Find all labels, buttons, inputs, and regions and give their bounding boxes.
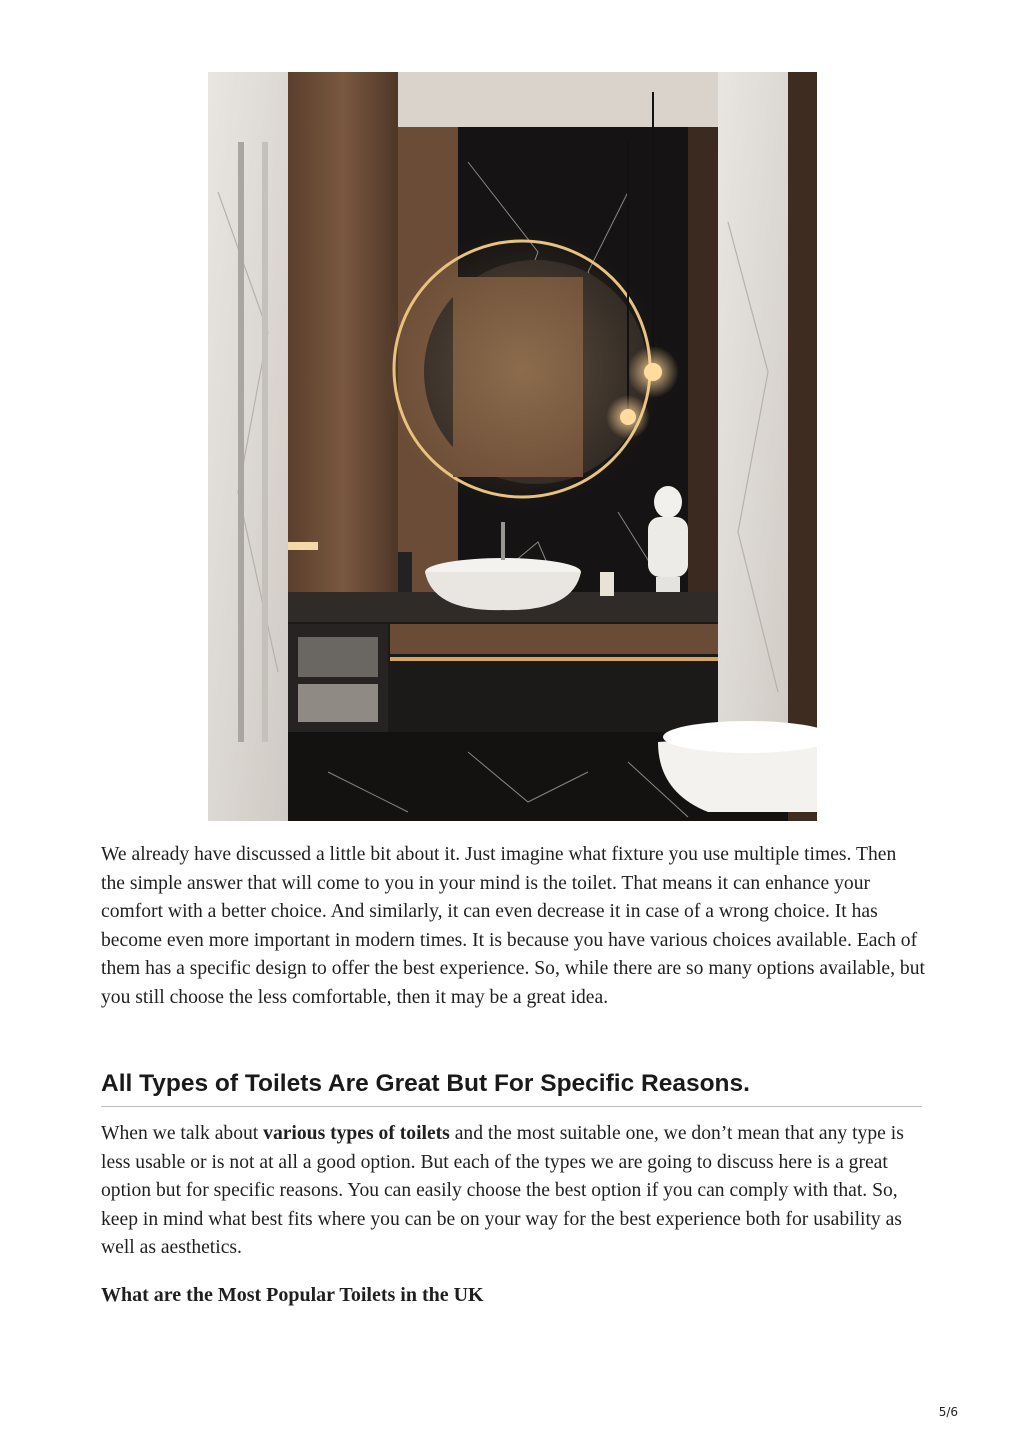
page-number: 5/6: [938, 1405, 958, 1419]
various-types-link-text: various types of toilets: [263, 1123, 450, 1144]
types-paragraph-text-after: and the most suitable one, we don’t mean that any type is less usable or is not at all a good option. But each of the types we are going to discuss here is a great option but for specific reasons. You can easily choose the best option if you can comply with that. So, keep in mind what best fits where you can be on your way for the best experience both for usability as well as aesthetics.: [101, 1123, 904, 1258]
types-paragraph: [101, 1120, 925, 1263]
bathroom-photo-illustration: [208, 72, 817, 821]
types-paragraph-text-before: When we talk about: [101, 1123, 264, 1144]
popular-toilets-subheading: What are the Most Popular Toilets in the UK: [101, 1284, 484, 1306]
bathroom-photo: [208, 72, 817, 821]
intro-paragraph: We already have discussed a little bit about it. Just imagine what fixture you use multiple times. Then the simple answer that will come to you in your mind is the toilet. That means it can enhance your comfort with a better choice. And similarly, it can even decrease it in case of a wrong choice. It has become even more important in modern times. It is because you have various choices available. Each of them has a specific design to offer the best experience. So, while there are so many options available, but you still choose the less comfortable, then it may be a great idea.: [101, 844, 925, 1008]
section-heading: All Types of Toilets Are Great But For Specific Reasons.: [101, 1068, 922, 1107]
